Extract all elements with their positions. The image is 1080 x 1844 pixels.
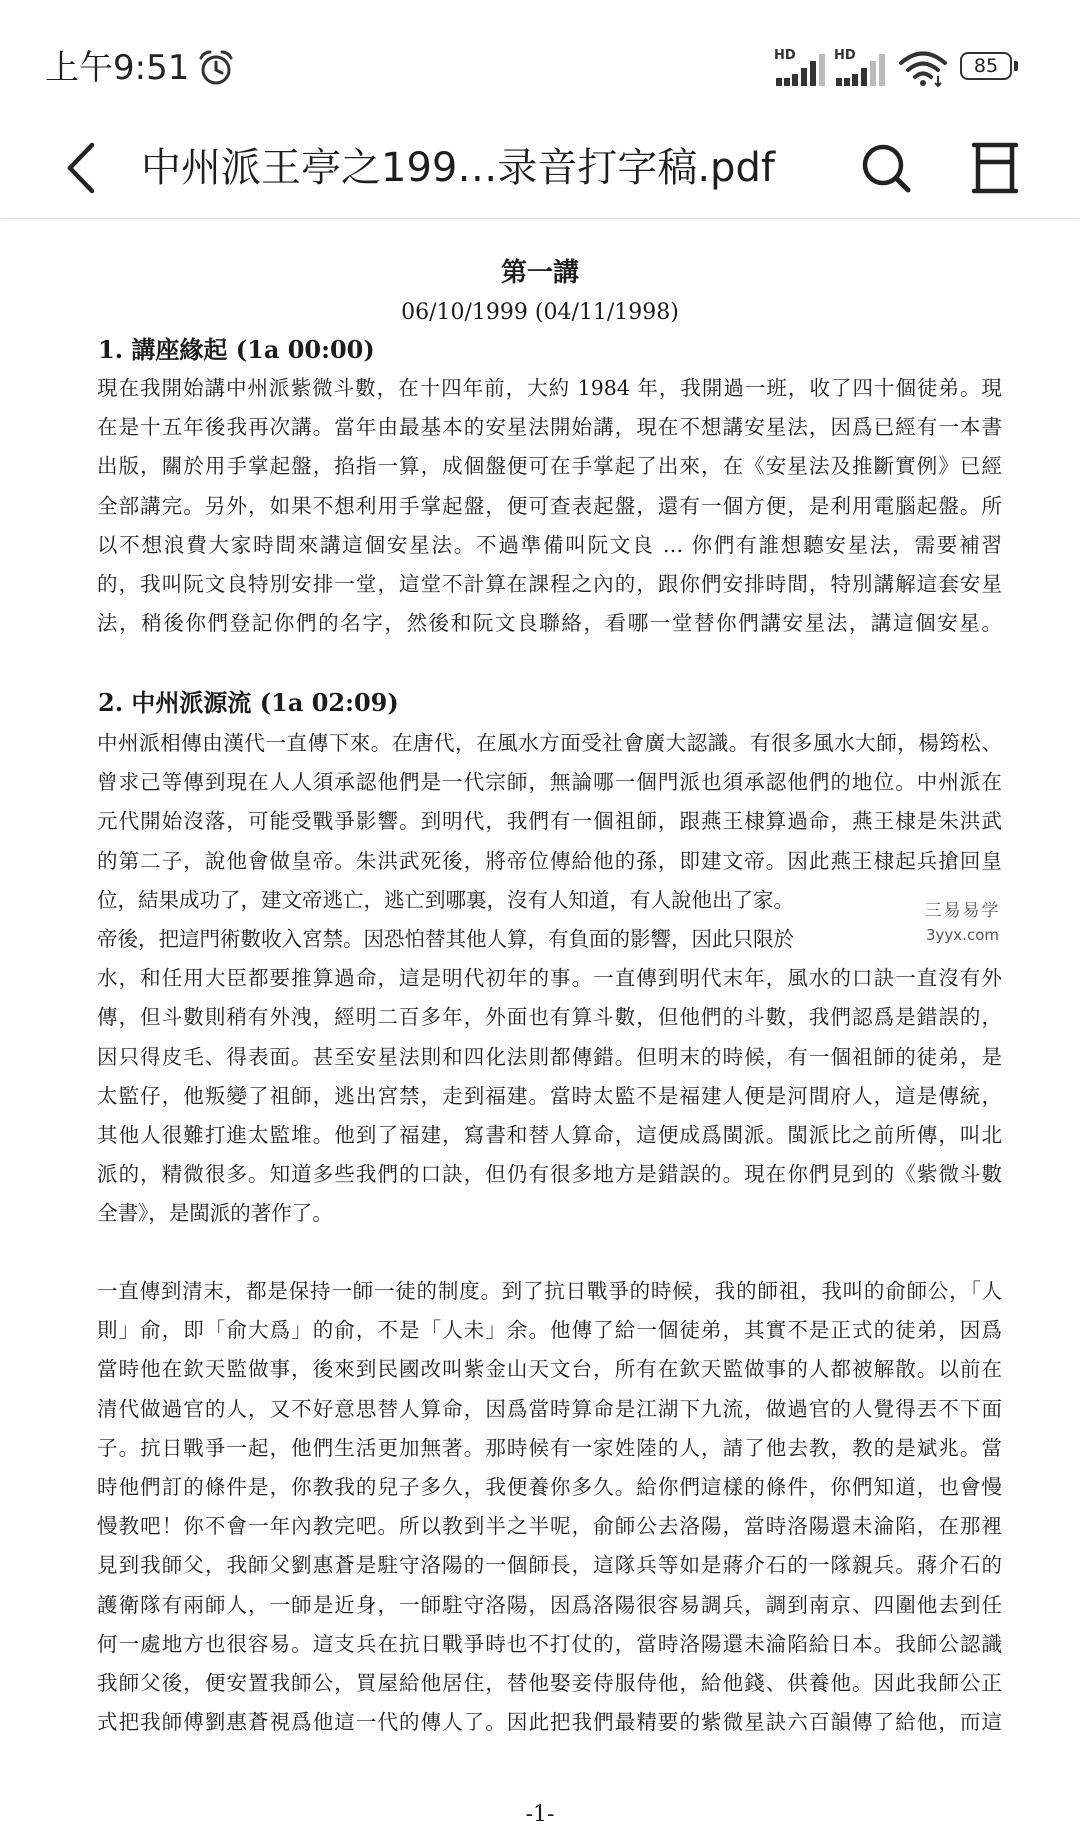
battery-level: 85 bbox=[973, 55, 999, 77]
text-line: 元代開始沒落，可能受戰爭影響。到明代，我們有一個祖師，跟燕王棣算過命，燕王棣是朱洪武 bbox=[97, 809, 1002, 834]
text-line: 中州派相傳由漢代一直傳下來。在唐代，在風水方面受社會廣大認識。有很多風水大師，楊筠松、 bbox=[97, 731, 1002, 755]
text-line: 派的，精微很多。知道多些我們的口訣，但仍有很多地方是錯誤的。現在你們見到的《紫微斗數 bbox=[97, 1162, 1002, 1187]
text-line: 的，我叫阮文良特別安排一堂，這堂不計算在課程之內的，跟你們安排時間，特別講解這套安星 bbox=[97, 571, 1002, 596]
signal-icon bbox=[834, 50, 888, 88]
text-line: 法，稍後你們登記你們的名字，然後和阮文良聯絡，看哪一堂替你們講安星法，講這個安星。 bbox=[97, 611, 1002, 636]
section-heading: 1. 講座緣起 (1a 00:00) bbox=[98, 335, 375, 364]
signal-hd-label: HD bbox=[774, 48, 796, 63]
paragraph bbox=[97, 1272, 1002, 1742]
page-number: -1- bbox=[525, 1802, 555, 1827]
text-line: 則」俞，即「俞大爲」的俞，不是「人未」余。他傳了給一個徒弟，其實不是正式的徒弟，因爲 bbox=[97, 1318, 1002, 1343]
lecture-date: 06/10/1999 (04/11/1998) bbox=[401, 300, 679, 325]
status-bar bbox=[0, 0, 1080, 118]
text-line: 水，和任用大臣都要推算過命，這是明代初年的事。一直傳到明代末年，風水的口訣一直沒有外 bbox=[97, 966, 1002, 991]
text-line: 慢教吧！你不會一年內教完吧。所以教到半之半呢，俞師公去洛陽，當時洛陽還未淪陷，在那裡 bbox=[97, 1514, 1002, 1539]
paragraph bbox=[97, 369, 1002, 643]
search-icon[interactable] bbox=[858, 140, 914, 196]
text-line: 曾求己等傳到現在人人須承認他們是一代宗師，無論哪一個門派也須承認他們的地位。中州派在 bbox=[97, 770, 1002, 795]
text-line: 護衛隊有兩師人，一師是近身，一師駐守洛陽，因爲洛陽很容易調兵，調到南京、四圍他去到任 bbox=[97, 1592, 1002, 1617]
app-header bbox=[0, 118, 1080, 219]
back-icon[interactable] bbox=[58, 137, 106, 199]
text-line: 現在我開始講中州派紫微斗數，在十四年前，大約 1984 年，我開過一班，收了四十個徒弟。現 bbox=[97, 376, 1002, 400]
text-line: 傳，但斗數則稍有外洩，經明二百多年，外面也有算斗數，但他們的斗數，我們認爲是錯誤的， bbox=[97, 1005, 1002, 1030]
lecture-title: 第一講 bbox=[500, 258, 579, 288]
text-line: 見到我師父，我師父劉惠蒼是駐守洛陽的一個師長，這隊兵等如是蔣介石的一隊親兵。蔣介石的 bbox=[97, 1553, 1002, 1578]
text-line: 的第二子，說他會做皇帝。朱洪武死後，將帝位傳給他的孫，即建文帝。因此燕王棣起兵搶回皇 bbox=[97, 848, 1002, 873]
text-line: 其他人很難打進太監堆。他到了福建，寫書和替人算命，這便成爲閩派。閩派比之前所傳，叫北 bbox=[97, 1122, 1002, 1147]
signal-icon bbox=[774, 50, 828, 88]
text-line: 全書》，是閩派的著作了。 bbox=[97, 1201, 333, 1226]
watermark-text: 三易易学 bbox=[924, 901, 1001, 921]
wifi-icon bbox=[898, 50, 948, 88]
text-line: 出版，關於用手掌起盤，掐指一算，成個盤便可在手掌起了出來，在《安星法及推斷實例》已經 bbox=[97, 454, 1002, 479]
text-line: 當時他在欽天監做事，後來到民國改叫紫金山天文台，所有在欽天監做事的人都被解散。以前在 bbox=[97, 1357, 1002, 1382]
text-line: 子。抗日戰爭一起，他們生活更加無著。那時候有一家姓陸的人，請了他去教，教的是斌兆。當 bbox=[97, 1435, 1002, 1460]
text-line: 以不想浪費大家時間來講這個安星法。不過準備叫阮文良 … 你們有誰想聽安星法，需要補習 bbox=[97, 532, 1002, 557]
text-line: 太監仔，他叛變了祖師，逃出宮禁，走到福建。當時太監不是福建人便是河間府人，這是傳統， bbox=[97, 1083, 1002, 1108]
signal-hd-label: HD bbox=[834, 48, 856, 63]
text-line: 時他們訂的條件是，你教我的兒子多久，我便養你多久。給你們這樣的條件，你們知道，也會慢 bbox=[97, 1474, 1002, 1499]
text-line: 何一處地方也很容易。這支兵在抗日戰爭時也不打仗的，當時洛陽還未淪陷給日本。我師公認識 bbox=[97, 1631, 1002, 1656]
text-line: 在是十五年後我再次講。當年由最基本的安星法開始講，現在不想講安星法，因爲已經有一本書 bbox=[97, 415, 1002, 440]
section-heading: 2. 中州派源流 (1a 02:09) bbox=[98, 688, 399, 717]
text-line: 全部講完。另外，如果不想利用手掌起盤，便可查表起盤，還有一個方便，是利用電腦起盤。所 bbox=[97, 493, 1002, 518]
text-line: 一直傳到清末，都是保持一師一徒的制度。到了抗日戰爭的時候，我的師祖，我叫的俞師公，「人 bbox=[97, 1279, 1002, 1303]
text-line: 我師父後，便安置我師公，買屋給他居住，替他娶妾侍服侍他，給他錢、供養他。因此我師公正 bbox=[97, 1670, 1002, 1695]
watermark-url: 3yyx.com bbox=[926, 926, 999, 944]
alarm-icon bbox=[196, 48, 236, 88]
watermark bbox=[905, 893, 1080, 953]
battery-icon bbox=[960, 52, 1022, 84]
text-line: 式把我師傅劉惠蒼視爲他這一代的傳人了。因此把我們最精要的紫微星訣六百韻傳了給他，而這 bbox=[97, 1710, 1002, 1735]
document-title: 中州派王亭之199…录音打字稿.pdf bbox=[141, 145, 775, 191]
paragraph bbox=[97, 724, 1002, 1233]
status-time: 上午9:51 bbox=[45, 48, 190, 88]
text-line: 位，結果成功了，建文帝逃亡，逃亡到哪裏，沒有人知道，有人說他出了家。 bbox=[97, 887, 794, 912]
text-line: 清代做過官的人，又不好意思替人算命，因爲當時算命是江湖下九流，做過官的人覺得丟不下面 bbox=[97, 1396, 1002, 1421]
text-line: 因只得皮毛、得表面。甚至安星法則和四化法則都傳錯。但明末的時候，有一個祖師的徒弟，是 bbox=[97, 1044, 1002, 1069]
outline-icon[interactable] bbox=[968, 140, 1022, 196]
text-line: 帝後，把這門術數收入宮禁。因恐怕替其他人算，有負面的影響，因此只限於 bbox=[97, 926, 794, 951]
